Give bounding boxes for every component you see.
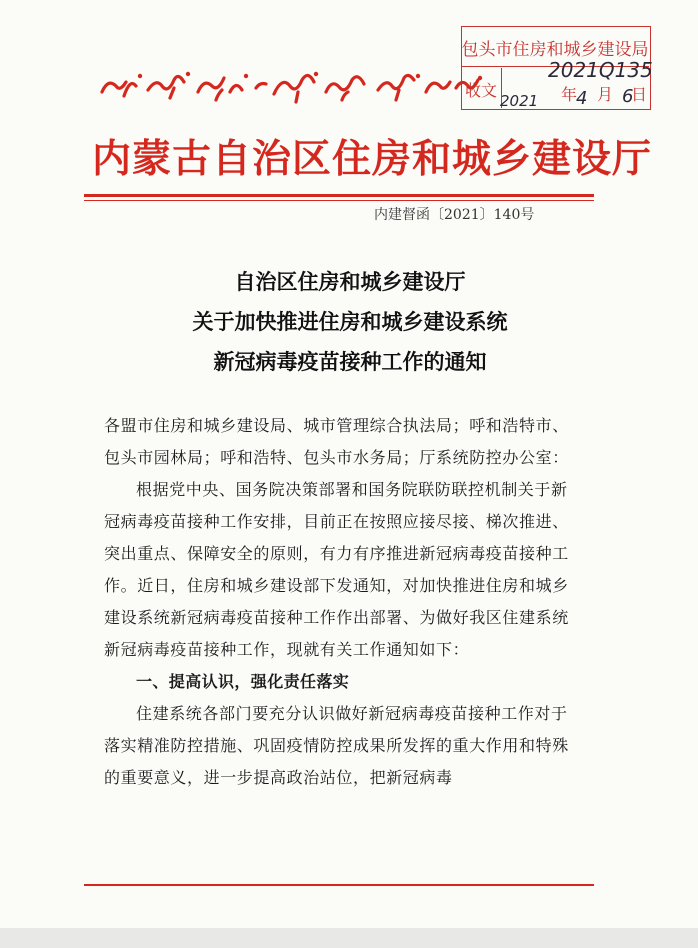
document-body <box>104 410 582 794</box>
stamp-day-suffix: 日 <box>631 85 648 104</box>
recipients: 各盟市住房和城乡建设局、城市管理综合执法局；呼和浩特市、包头市园林局；呼和浩特、包头市水务局；厅系统防控办公室： <box>104 416 569 467</box>
section-1-heading: 一、提高认识，强化责任落实 <box>136 672 350 691</box>
handwritten-serial: 2021Q135 <box>548 58 653 82</box>
title-line-3: 新冠病毒疫苗接种工作的通知 <box>213 349 487 374</box>
org-name-heading: 内蒙古自治区住房和城乡建设厅 <box>92 137 653 182</box>
stamp-month-suffix: 月 <box>597 85 614 104</box>
red-rule-bottom <box>84 884 594 886</box>
stamp-label: 收文 <box>465 81 498 100</box>
stamp-year-suffix: 年 <box>561 85 578 104</box>
title-line-1: 自治区住房和城乡建设厅 <box>234 269 466 294</box>
handwritten-month: 4 <box>576 88 588 109</box>
viewer-bottom-strip <box>0 928 698 948</box>
stamp-org-name: 包头市住房和城乡建设局 <box>461 28 649 67</box>
paragraph-1: 根据党中央、国务院决策部署和国务院联防联控机制关于新冠病毒疫苗接种工作安排，目前正在按照应接尽接、梯次推进、突出重点、保障安全的原则，有力有序推进新冠病毒疫苗接种工作。近日，住房和城乡建设部下发通知，对加快推进住房和城乡建设系统新冠病毒疫苗接种工作作出部署、为做好我区住建系统新冠病毒疫苗接种工作，现就有关工作通知如下： <box>104 480 569 659</box>
red-rule-thick <box>84 194 594 197</box>
document-number: 内建督函〔2021〕140号 <box>374 207 535 223</box>
handwritten-day: 6 <box>622 86 634 107</box>
red-rule-thin <box>84 200 594 201</box>
document-title <box>100 262 600 382</box>
title-line-2: 关于加快推进住房和城乡建设系统 <box>192 309 508 334</box>
handwritten-year: 2021 <box>500 92 539 110</box>
mongolian-script-title <box>96 62 486 108</box>
paragraph-2: 住建系统各部门要充分认识做好新冠病毒疫苗接种工作对于落实精准防控措施、巩固疫情防控成果所发挥的重大作用和特殊的重要意义，进一步提高政治站位，把新冠病毒 <box>104 704 569 787</box>
